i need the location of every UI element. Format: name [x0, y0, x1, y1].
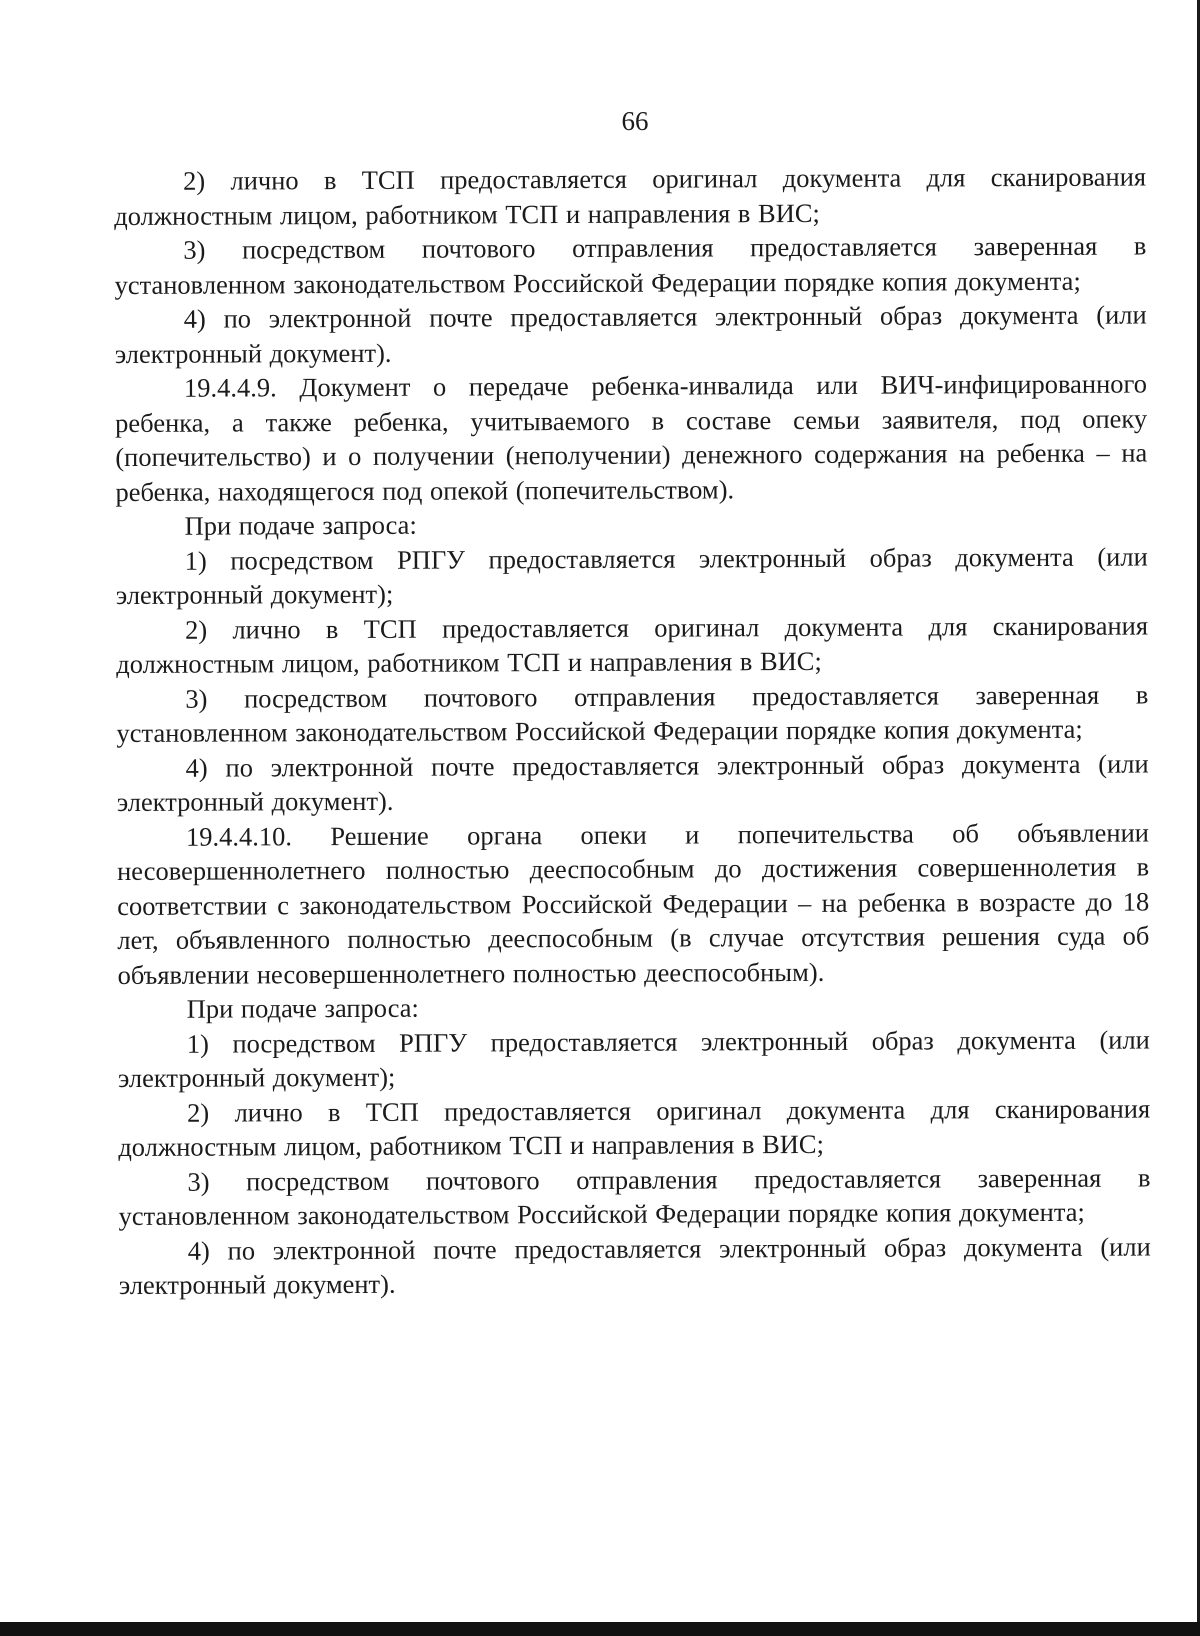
list-item-in-person: 2) лично в ТСП предоставляется оригинал документа для сканирования должностным лицом, работником ТСП и направления в ВИС; [116, 609, 1149, 679]
list-item-by-mail: 3) посредством почтового отправления предоставляется заверенная в установленном законодательством Российской Федерации порядке копия документа; [118, 1161, 1151, 1231]
list-item-in-person: 2) лично в ТСП предоставляется оригинал документа для сканирования должностным лицом, работником ТСП и направления в ВИС; [118, 1092, 1151, 1162]
request-intro: При подаче запроса: [184, 509, 417, 541]
document-body [114, 159, 1151, 1302]
list-item-by-email: 4) по электронной почте предоставляется электронный образ документа (или электронный документ). [118, 1230, 1151, 1300]
page-number: 66 [621, 106, 649, 136]
list-item-by-email: 4) по электронной почте предоставляется электронный образ документа (или электронный документ). [116, 747, 1149, 817]
scan-edge-bottom [0, 1622, 1200, 1636]
section-19-4-4-10: 19.4.4.10. Решение органа опеки и попечительства об объявлении несовершеннолетнего полностью дееспособным до достижения совершеннолетия в соответствии с законодательством Российской Федерации – на ребенка в возрасте до 18 лет, объявленного полностью дееспособным (в случае отсутствия решения суда об объявлении несовершеннолетнего полностью дееспособным). [117, 816, 1150, 990]
list-item-by-email: 4) по электронной почте предоставляется электронный образ документа (или электронный документ). [114, 299, 1147, 369]
list-item-rpgu: 1) посредством РПГУ предоставляется электронный образ документа (или электронный документ); [115, 540, 1148, 610]
list-item-by-mail: 3) посредством почтового отправления предоставляется заверенная в установленном законодательством Российской Федерации порядке копия документа; [116, 678, 1149, 748]
section-19-4-4-9: 19.4.4.9. Документ о передаче ребенка-инвалида или ВИЧ-инфицированного ребенка, а также ребенка, учитываемого в составе семьи заявителя, под опеку (попечительство) и о получении (неполучении) денежного содержания на ребенка – на ребенка, находящегося под опекой (попечительством). [115, 368, 1148, 507]
request-intro: При подаче запроса: [186, 992, 419, 1024]
list-item-by-mail: 3) посредством почтового отправления предоставляется заверенная в установленном законодательством Российской Федерации порядке копия документа; [114, 230, 1147, 300]
list-item-rpgu: 1) посредством РПГУ предоставляется электронный образ документа (или электронный документ); [117, 1023, 1150, 1093]
list-item-in-person: 2) лично в ТСП предоставляется оригинал документа для сканирования должностным лицом, работником ТСП и направления в ВИС; [114, 161, 1147, 231]
